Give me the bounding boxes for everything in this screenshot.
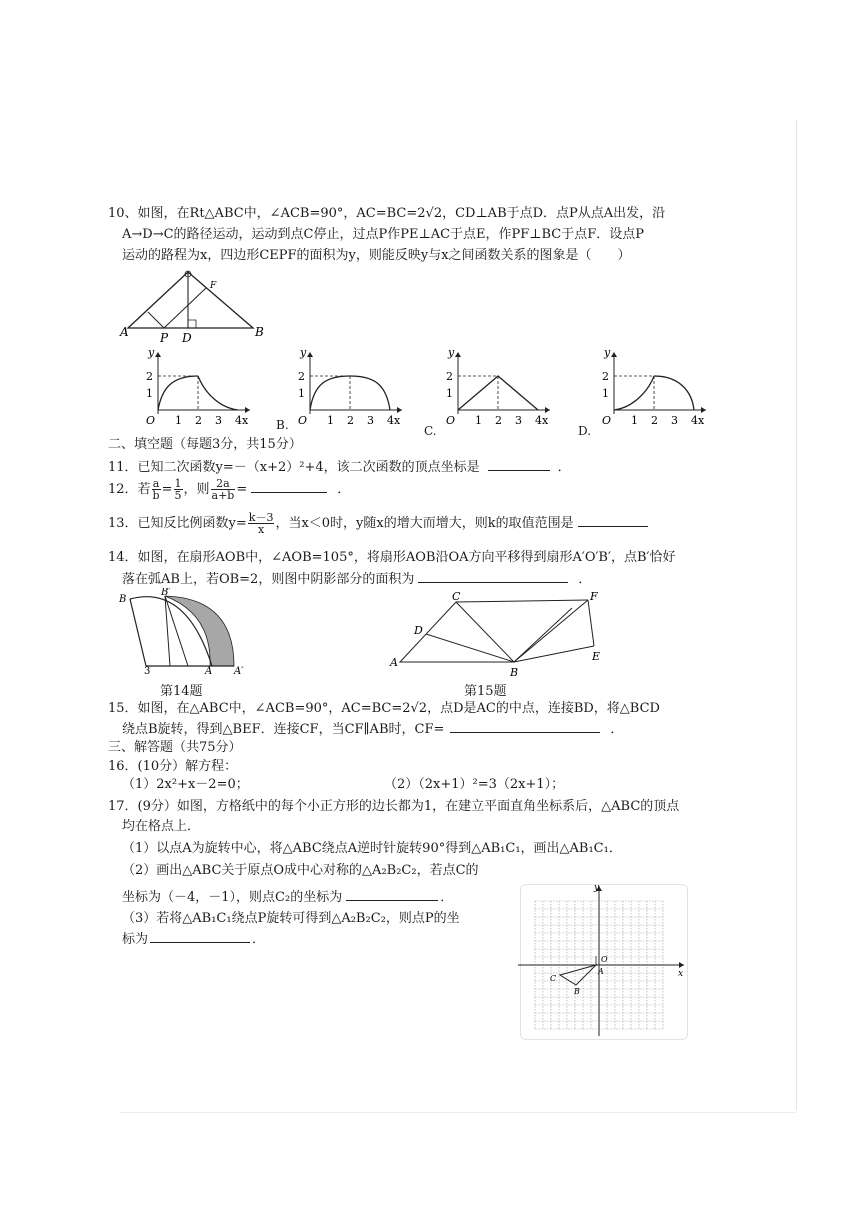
q10-graph-A — [140, 348, 256, 430]
q10-label-F: F — [210, 281, 217, 291]
page-edge-bottom — [120, 1112, 796, 1113]
graph-1-tick-x-1: 1 — [327, 414, 334, 427]
graph-1-tick-y-2: 2 — [298, 370, 305, 383]
graph-1-tick-x-4: 4x — [387, 414, 401, 427]
q17-part-2b-text: 坐标为（－4，－1），则点C₂的坐标为 — [122, 890, 343, 905]
q17-part-3: （3）若将△AB₁C₁绕点P旋转可得到△A₂B₂C₂，则点P的坐 — [122, 911, 460, 926]
q14-line-2 — [122, 570, 591, 589]
graph-3-tick-y-1: 1 — [602, 387, 609, 400]
graph-3-tick-x-1: 1 — [631, 414, 638, 427]
q16-part-2: （2）（2x+1）²=3（2x+1）； — [384, 777, 565, 792]
q10-label-A: A — [120, 325, 129, 339]
section-3-heading: 三、解答题（共75分） — [108, 740, 242, 755]
graph-2-tick-x-4: 4x — [535, 414, 549, 427]
graph-1-label-origin: O — [298, 414, 308, 427]
q12-eq: = — [161, 482, 173, 497]
graph-2-tick-y-1: 1 — [446, 387, 453, 400]
q15-answer-blank[interactable] — [450, 720, 600, 733]
q15-end: ． — [610, 722, 624, 737]
q10-label-D: D — [182, 331, 192, 344]
q16-part-1: （1）2x²+x－2=0； — [122, 777, 249, 792]
graph-3-label-origin: O — [602, 414, 612, 427]
q13-frac-den: x — [258, 523, 265, 536]
q14-sector-figure — [116, 588, 256, 674]
q17-part-2: （2）画出△ABC关于原点O成中心对称的△A₂B₂C₂，若点C的 — [122, 863, 479, 878]
q10-graph-B — [292, 348, 408, 430]
q17-part-2b-end: ． — [440, 890, 454, 905]
graph-1-tick-x-3: 3 — [367, 414, 374, 427]
option-label-D: D. — [578, 424, 592, 438]
q12 — [108, 478, 350, 502]
q17-part-3b — [122, 930, 265, 949]
q10-triangle-figure — [118, 262, 268, 344]
graph-0-tick-x-2: 2 — [195, 414, 202, 427]
q13-prefix: 13．已知反比例函数y= — [108, 516, 247, 531]
q14-end: ． — [578, 572, 592, 587]
q17-grid-label-y: y — [594, 883, 600, 893]
q15-label-B: B — [510, 666, 519, 679]
q15-caption: 第15题 — [464, 684, 507, 699]
q17-grid-label-x: x — [678, 969, 684, 979]
q17-grid-label-O: O — [601, 955, 608, 964]
q15-line-2 — [122, 720, 623, 739]
graph-0-label-y: y — [148, 348, 155, 359]
option-label-C: C. — [424, 424, 437, 438]
q12-frac-2a — [211, 478, 236, 501]
section-2-heading: 二、填空题（每题3分，共15分） — [108, 437, 302, 452]
q10-line-1: 10、如图，在Rt△ABC中，∠ACB=90°，AC=BC=2√2，CD⊥AB于点D．点P从点A出发，沿 — [108, 206, 666, 221]
q15-line-2-text: 绕点B旋转，得到△BEF．连接CF，当CF∥AB时，CF= — [122, 722, 445, 737]
q14-label-Ap: A′ — [234, 666, 244, 674]
q12-answer-blank[interactable] — [251, 480, 327, 493]
q15-label-A: A — [390, 656, 398, 669]
q12-frac-1-5-num: 1 — [174, 477, 182, 490]
graph-1-tick-y-1: 1 — [298, 387, 305, 400]
q11 — [108, 458, 571, 477]
q13-answer-blank[interactable] — [578, 514, 648, 527]
q15-label-C: C — [452, 590, 461, 603]
q13 — [108, 512, 648, 536]
q14-label-A: A — [205, 666, 213, 674]
q12-eq2: = — [236, 482, 248, 497]
q12-frac-ab-num: a — [152, 477, 160, 490]
q13-frac-num: k－3 — [248, 511, 274, 524]
graph-2-label-y: y — [448, 348, 455, 359]
q13-text: ，当x＜0时，y随x的增大而增大，则k的取值范围是 — [275, 516, 574, 531]
q15-line-1: 15．如图，在△ABC中，∠ACB=90°，AC=BC=2√2，点D是AC的中点，连接BD，将△BCD — [108, 701, 660, 716]
q10-line-3: 运动的路程为x，四边形CEPF的面积为y，则能反映y与x之间函数关系的图象是（ ） — [122, 248, 631, 263]
q17-grid-label-C: C — [550, 974, 557, 983]
graph-0-tick-x-4: 4x — [235, 414, 249, 427]
graph-3-tick-y-2: 2 — [602, 370, 609, 383]
q12-mid: ，则 — [183, 482, 210, 497]
q17-part-1: （1）以点A为旋转中心，将△ABC绕点A逆时针旋转90°得到△AB₁C₁，画出△AB₁C₁． — [122, 841, 622, 856]
graph-3-tick-x-2: 2 — [651, 414, 658, 427]
q14-line-2-text: 落在弧AB上，若OB=2，则图中阴影部分的面积为 — [122, 572, 415, 587]
q11-end: ． — [557, 460, 571, 475]
graph-0-label-origin: O — [146, 414, 156, 427]
q12-frac-1-5 — [174, 478, 183, 501]
graph-3-tick-x-3: 3 — [671, 414, 678, 427]
graph-3-tick-x-4: 4x — [691, 414, 705, 427]
graph-2-tick-x-3: 3 — [515, 414, 522, 427]
q12-frac-2a-num: 2a — [211, 478, 236, 490]
q13-frac — [248, 512, 275, 535]
q17-line-2: 均在格点上． — [122, 819, 201, 834]
q11-answer-blank[interactable] — [488, 458, 550, 471]
q17-line-1: 17．(9分）如图，方格纸中的每个小正方形的边长都为1，在建立平面直角坐标系后，△ABC的顶点 — [108, 799, 680, 814]
q17-part-3b-text: 标为 — [122, 932, 149, 947]
graph-0-tick-x-3: 3 — [215, 414, 222, 427]
q14-line-1: 14．如图，在扇形AOB中，∠AOB=105°，将扇形AOB沿OA方向平移得到扇形A′O′B′，点B′恰好 — [108, 550, 676, 565]
q12-frac-ab — [152, 478, 161, 501]
graph-2-tick-y-2: 2 — [446, 370, 453, 383]
q15-label-F: F — [590, 590, 598, 603]
graph-2-label-origin: O — [446, 414, 456, 427]
graph-1-tick-x-2: 2 — [347, 414, 354, 427]
q11-text: 11．已知二次函数y=－（x+2）²+4，该二次函数的顶点坐标是 — [108, 460, 480, 475]
q14-label-O: 3 — [144, 666, 151, 674]
graph-3-label-y: y — [604, 348, 611, 359]
graph-0-tick-x-1: 1 — [175, 414, 182, 427]
graph-0-tick-y-2: 2 — [146, 370, 153, 383]
graph-2-tick-x-2: 2 — [495, 414, 502, 427]
q12-end: ． — [337, 482, 351, 497]
q17-part-2b — [122, 888, 453, 907]
q16-title: 16．(10分）解方程： — [108, 759, 238, 774]
q14-label-Bp: B′ — [161, 588, 171, 598]
q17-c2-answer-blank[interactable] — [346, 888, 438, 901]
q17-coordinate-grid — [514, 880, 690, 1040]
q14-label-B: B — [119, 594, 127, 605]
graph-0-tick-y-1: 1 — [146, 387, 153, 400]
option-label-B: B. — [276, 418, 289, 432]
q17-grid-label-B: B — [574, 987, 580, 996]
q10-graph-C — [440, 348, 556, 430]
q15-figure — [384, 590, 614, 682]
q17-grid-label-A: A — [598, 967, 604, 976]
q12-prefix: 12．若 — [108, 482, 151, 497]
q10-label-P: P — [160, 331, 169, 344]
q10-graph-D — [596, 348, 712, 430]
q14-caption: 第14题 — [160, 684, 203, 699]
page-edge-right — [796, 120, 797, 1110]
q15-label-D: D — [414, 624, 423, 637]
q12-frac-2a-den: a+b — [211, 489, 235, 502]
q10-line-2: A→D→C的路径运动，运动到点C停止，过点P作PE⊥AC于点E，作PF⊥BC于点F．设点P — [122, 227, 645, 242]
q14-answer-blank[interactable] — [418, 570, 568, 583]
graph-1-label-y: y — [300, 348, 307, 359]
q17-part-3b-end: ． — [252, 932, 266, 947]
graph-2-tick-x-1: 1 — [475, 414, 482, 427]
q12-frac-ab-den: b — [152, 489, 160, 502]
q12-frac-1-5-den: 5 — [174, 489, 182, 502]
q17-p-answer-blank[interactable] — [150, 930, 250, 943]
q15-label-E: E — [592, 650, 601, 663]
q10-label-B: B — [255, 325, 264, 339]
